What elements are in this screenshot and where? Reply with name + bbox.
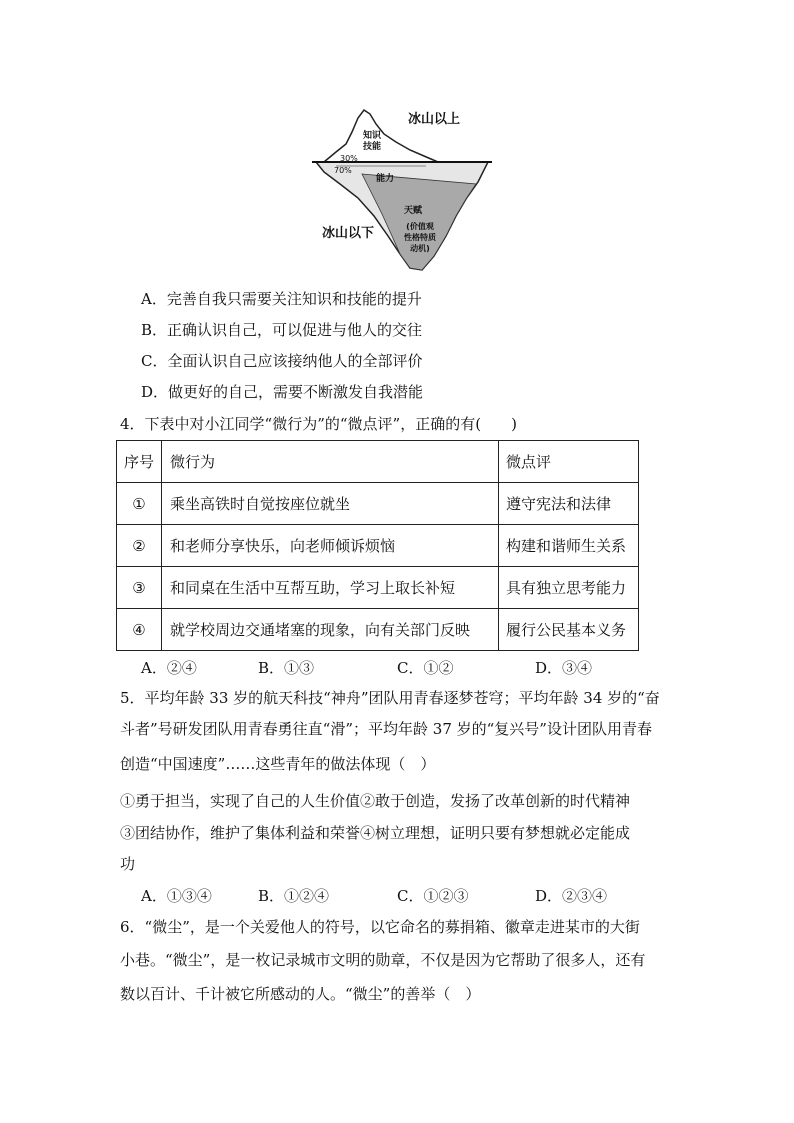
q3-option-c: C．全面认识自己应该接纳他人的全部评价 — [141, 352, 423, 370]
q5-answer-c: C．①②③ — [397, 887, 469, 905]
q3-option-b: B．正确认识自己，可以促进与他人的交往 — [141, 321, 423, 339]
q6-stem-line-3: 数以百计、千计被它所感动的人。“微尘”的善举（ ） — [120, 985, 481, 1003]
header-comment: 微点评 — [499, 441, 639, 483]
row-comment: 遵守宪法和法律 — [499, 483, 639, 525]
values-line-1: (价值观 — [406, 222, 434, 231]
row-index: ② — [117, 525, 162, 567]
q5-answer-row — [141, 886, 661, 906]
q5-stem-line-3: 创造“中国速度”……这些青年的做法体现（ ） — [120, 755, 436, 773]
header-index: 序号 — [117, 441, 162, 483]
table-header-row — [117, 441, 639, 483]
q5-stem-line-2: 斗者”号研发团队用青春勇往直“滑”；平均年龄 37 岁的“复兴号”设计团队用青春 — [120, 720, 652, 738]
knowledge-label: 知识 — [363, 131, 382, 141]
row-behavior: 就学校周边交通堵塞的现象，向有关部门反映 — [162, 609, 499, 651]
q5-answer-a: A．①③④ — [141, 887, 212, 905]
row-behavior: 乘坐高铁时自觉按座位就坐 — [162, 483, 499, 525]
q3-option-d: D．做更好的自己，需要不断激发自我潜能 — [141, 383, 424, 401]
below-water-label: 冰山以下 — [322, 226, 375, 241]
iceberg-figure — [306, 104, 492, 276]
q5-item-line-1: ①勇于担当，实现了自己的人生价值②敢于创造，发扬了改革创新的时代精神 — [120, 792, 631, 810]
talent-label: 天赋 — [404, 206, 423, 216]
row-behavior: 和老师分享快乐，向老师倾诉烦恼 — [162, 525, 499, 567]
row-behavior: 和同桌在生活中互帮互助，学习上取长补短 — [162, 567, 499, 609]
q6-stem-line-2: 小巷。“微尘”，是一枚记录城市文明的勋章，不仅是因为它帮助了很多人，还有 — [120, 951, 646, 969]
values-line-2: 性格特质 — [404, 233, 436, 242]
q4-answer-b: B．①③ — [258, 659, 315, 677]
row-index: ① — [117, 483, 162, 525]
q5-answer-b: B．①②④ — [258, 887, 330, 905]
q4-answer-a: A．②④ — [141, 659, 197, 677]
ability-label: 能力 — [376, 174, 395, 184]
q5-answer-d: D．②③④ — [535, 887, 608, 905]
q5-item-line-3: 功 — [120, 855, 136, 873]
percent-30-label: 30% — [340, 154, 358, 163]
row-index: ④ — [117, 609, 162, 651]
row-comment: 履行公民基本义务 — [499, 609, 639, 651]
q4-answer-c: C．①② — [397, 659, 454, 677]
table-row — [117, 525, 639, 567]
table-row — [117, 567, 639, 609]
q5-stem-line-1: 5．平均年龄 33 岁的航天科技“神舟”团队用青春逐梦苍穹；平均年龄 34 岁的“奋 — [120, 689, 660, 707]
q6-stem-line-1: 6．“微尘”，是一个关爱他人的符号，以它命名的募捐箱、徽章走进某市的大街 — [120, 918, 640, 936]
values-line-3: 动机) — [410, 244, 430, 253]
row-index: ③ — [117, 567, 162, 609]
table-row — [117, 609, 639, 651]
micro-behavior-table — [116, 440, 639, 651]
above-water-label: 冰山以上 — [408, 112, 461, 127]
header-behavior: 微行为 — [162, 441, 499, 483]
row-comment: 具有独立思考能力 — [499, 567, 639, 609]
q5-item-line-2: ③团结协作，维护了集体利益和荣誉④树立理想，证明只要有梦想就必定能成 — [120, 824, 631, 842]
q4-stem: 4．下表中对小江同学“微行为”的“微点评”，正确的有( ) — [120, 415, 517, 433]
skills-label: 技能 — [363, 142, 382, 152]
row-comment: 构建和谐师生关系 — [499, 525, 639, 567]
q4-answer-d: D．③④ — [535, 659, 593, 677]
q3-option-a: A．完善自我只需要关注知识和技能的提升 — [141, 290, 422, 308]
percent-70-label: 70% — [334, 166, 352, 175]
table-row — [117, 483, 639, 525]
values-label — [398, 221, 442, 254]
q4-answer-row — [141, 658, 661, 678]
